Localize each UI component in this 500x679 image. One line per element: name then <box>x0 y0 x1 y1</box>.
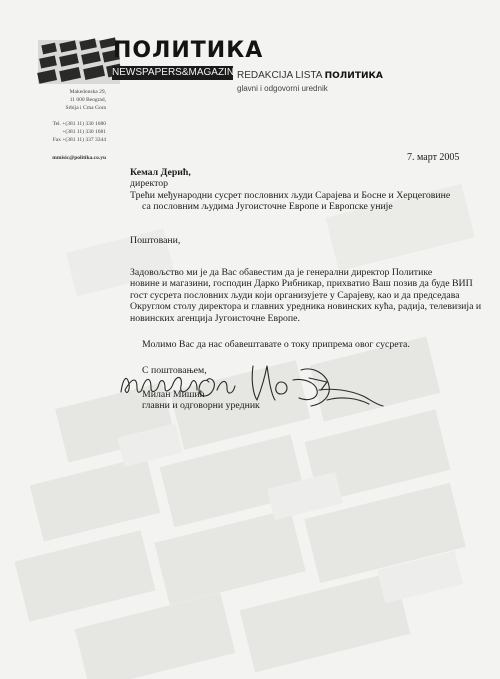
politika-logo-graphic <box>38 40 120 84</box>
address-block <box>30 88 106 162</box>
recipient-name: Кемал Дерић, <box>130 167 191 178</box>
brand-name: ПОЛИТИКА <box>113 38 264 63</box>
event-line-1: Трећи међународни сусрет пословних људи Сарајева и Босне и Херцеговине <box>130 189 451 201</box>
paragraph-1-line-4: Округлом столу директора и главних уредника новинских кућа, радија, телевизија и <box>130 301 482 313</box>
editorial-brand: ПОЛИТИКА <box>324 71 383 81</box>
signer-title: главни и одговорни уредник <box>142 400 260 412</box>
editorial-heading <box>237 70 383 81</box>
editorial-label: REDAKCIJA LISTA <box>237 70 322 81</box>
address-country: Srbija i Crna Gora <box>65 105 106 112</box>
recipient-title: директор <box>130 178 169 190</box>
signer-block <box>142 389 260 412</box>
address-phone-1: Tel. +(381 11) 330 1680 <box>52 120 106 127</box>
address-city: 11 000 Beograd, <box>69 97 106 104</box>
brand-subtitle: NEWSPAPERS&MAGAZINES <box>112 67 248 78</box>
address-phone-2: +(381 11) 330 1681 <box>62 128 106 135</box>
address-street: Makedonska 29, <box>69 89 106 95</box>
editorial-subtitle: glavni i odgovorni urednik <box>237 84 328 93</box>
closing: С поштовањем, <box>142 365 207 377</box>
paragraph-1-line-1: Задовољство ми је да Вас обавестим да је генерални директор Политике <box>130 267 433 279</box>
paragraph-1-line-3: гост сусрета пословних људи који организујете у Сарајеву, као и да председава <box>130 289 460 301</box>
address-fax: Fax +(381 11) 337 3344 <box>52 137 106 144</box>
salutation: Поштовани, <box>130 234 181 246</box>
paragraph-1-line-5: новинских агенција Југоисточне Европе. <box>130 312 300 324</box>
address-email: mmisic@politika.co.yu <box>52 155 106 162</box>
event-line-2: са пословним људима Југоисточне Европе и Европске уније <box>142 201 393 213</box>
letter-date: 7. март 2005 <box>407 152 460 163</box>
signer-name: Милан Мишић <box>142 389 205 400</box>
paragraph-2: Молимо Вас да нас обавештавате о току припрема овог сусрета. <box>142 339 410 351</box>
letter-body <box>130 167 482 377</box>
paragraph-1-line-2: новине и магазини, господин Дарко Рибникар, прихватио Ваш позив да буде ВИП <box>130 278 473 290</box>
